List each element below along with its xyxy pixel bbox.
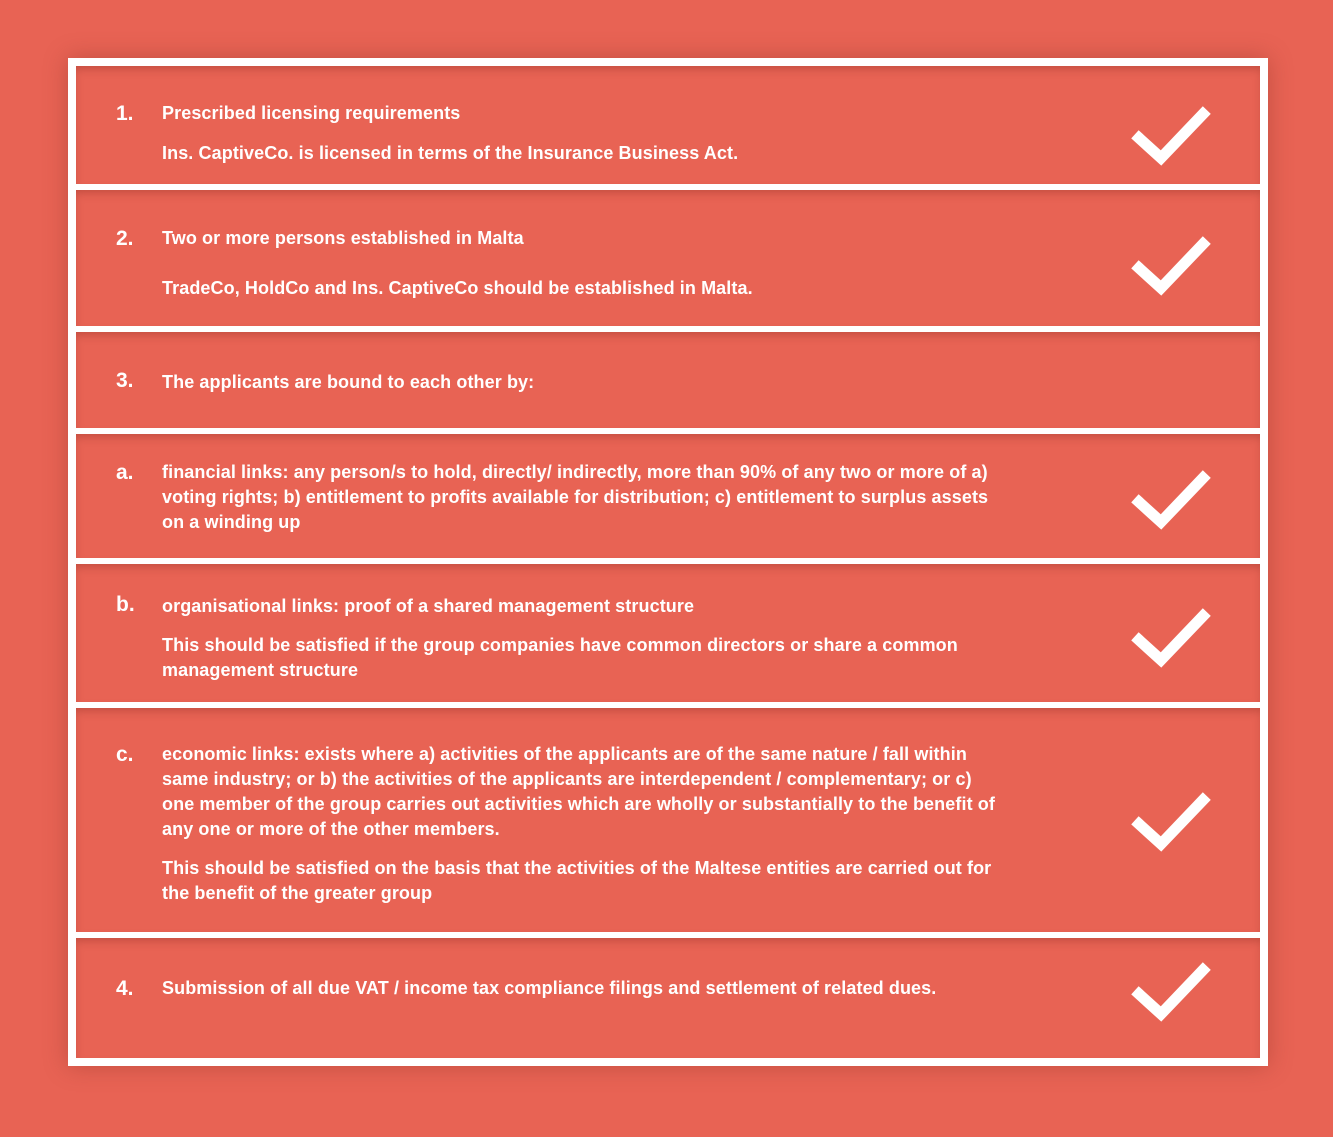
item-detail: This should be satisfied if the group companies have common directors or share a common management structure (162, 635, 958, 680)
item-title: financial links: any person/s to hold, directly/ indirectly, more than 90% of any two or more of a) voting rights; b) entitlement to profits available for distribution; c) entitlement to surplus assets on a winding up (162, 462, 989, 532)
checklist-row-1 (76, 66, 1260, 184)
item-title: economic links: exists where a) activities of the applicants are of the same nature / fall within same industry; or b) the activities of the applicants are interdependent / complementary; or c) one member of the group carries out activities which are wholly or substantially to the benefit of any one or more of the other members. (162, 744, 995, 839)
checklist-row-2 (76, 190, 1260, 326)
requirements-checklist (68, 58, 1268, 1066)
checklist-row-b (76, 564, 1260, 702)
item-number: 2. (116, 227, 134, 250)
item-number: 4. (116, 977, 134, 1000)
item-number: 1. (116, 102, 134, 125)
check-icon (1131, 606, 1211, 670)
item-number: a. (116, 461, 134, 484)
check-icon (1131, 468, 1211, 532)
item-title: The applicants are bound to each other by: (162, 372, 535, 392)
item-title: Two or more persons established in Malta (162, 228, 524, 248)
check-icon (1131, 104, 1211, 168)
check-icon (1131, 960, 1211, 1024)
checklist-row-a (76, 434, 1260, 558)
checklist-row-c (76, 708, 1260, 932)
item-detail: Ins. CaptiveCo. is licensed in terms of the Insurance Business Act. (162, 143, 739, 163)
item-title: Prescribed licensing requirements (162, 103, 461, 123)
item-number: b. (116, 593, 135, 616)
check-icon (1131, 790, 1211, 854)
checklist-row-3 (76, 332, 1260, 428)
item-detail: This should be satisfied on the basis that the activities of the Maltese entities are carried out for the benefit of the greater group (162, 858, 992, 903)
checklist-row-4 (76, 938, 1260, 1058)
check-icon (1131, 234, 1211, 298)
item-detail: TradeCo, HoldCo and Ins. CaptiveCo should be established in Malta. (162, 278, 753, 298)
item-number: c. (116, 743, 134, 766)
item-title: Submission of all due VAT / income tax compliance filings and settlement of related dues. (162, 978, 937, 998)
item-title: organisational links: proof of a shared management structure (162, 596, 695, 616)
item-number: 3. (116, 369, 134, 392)
